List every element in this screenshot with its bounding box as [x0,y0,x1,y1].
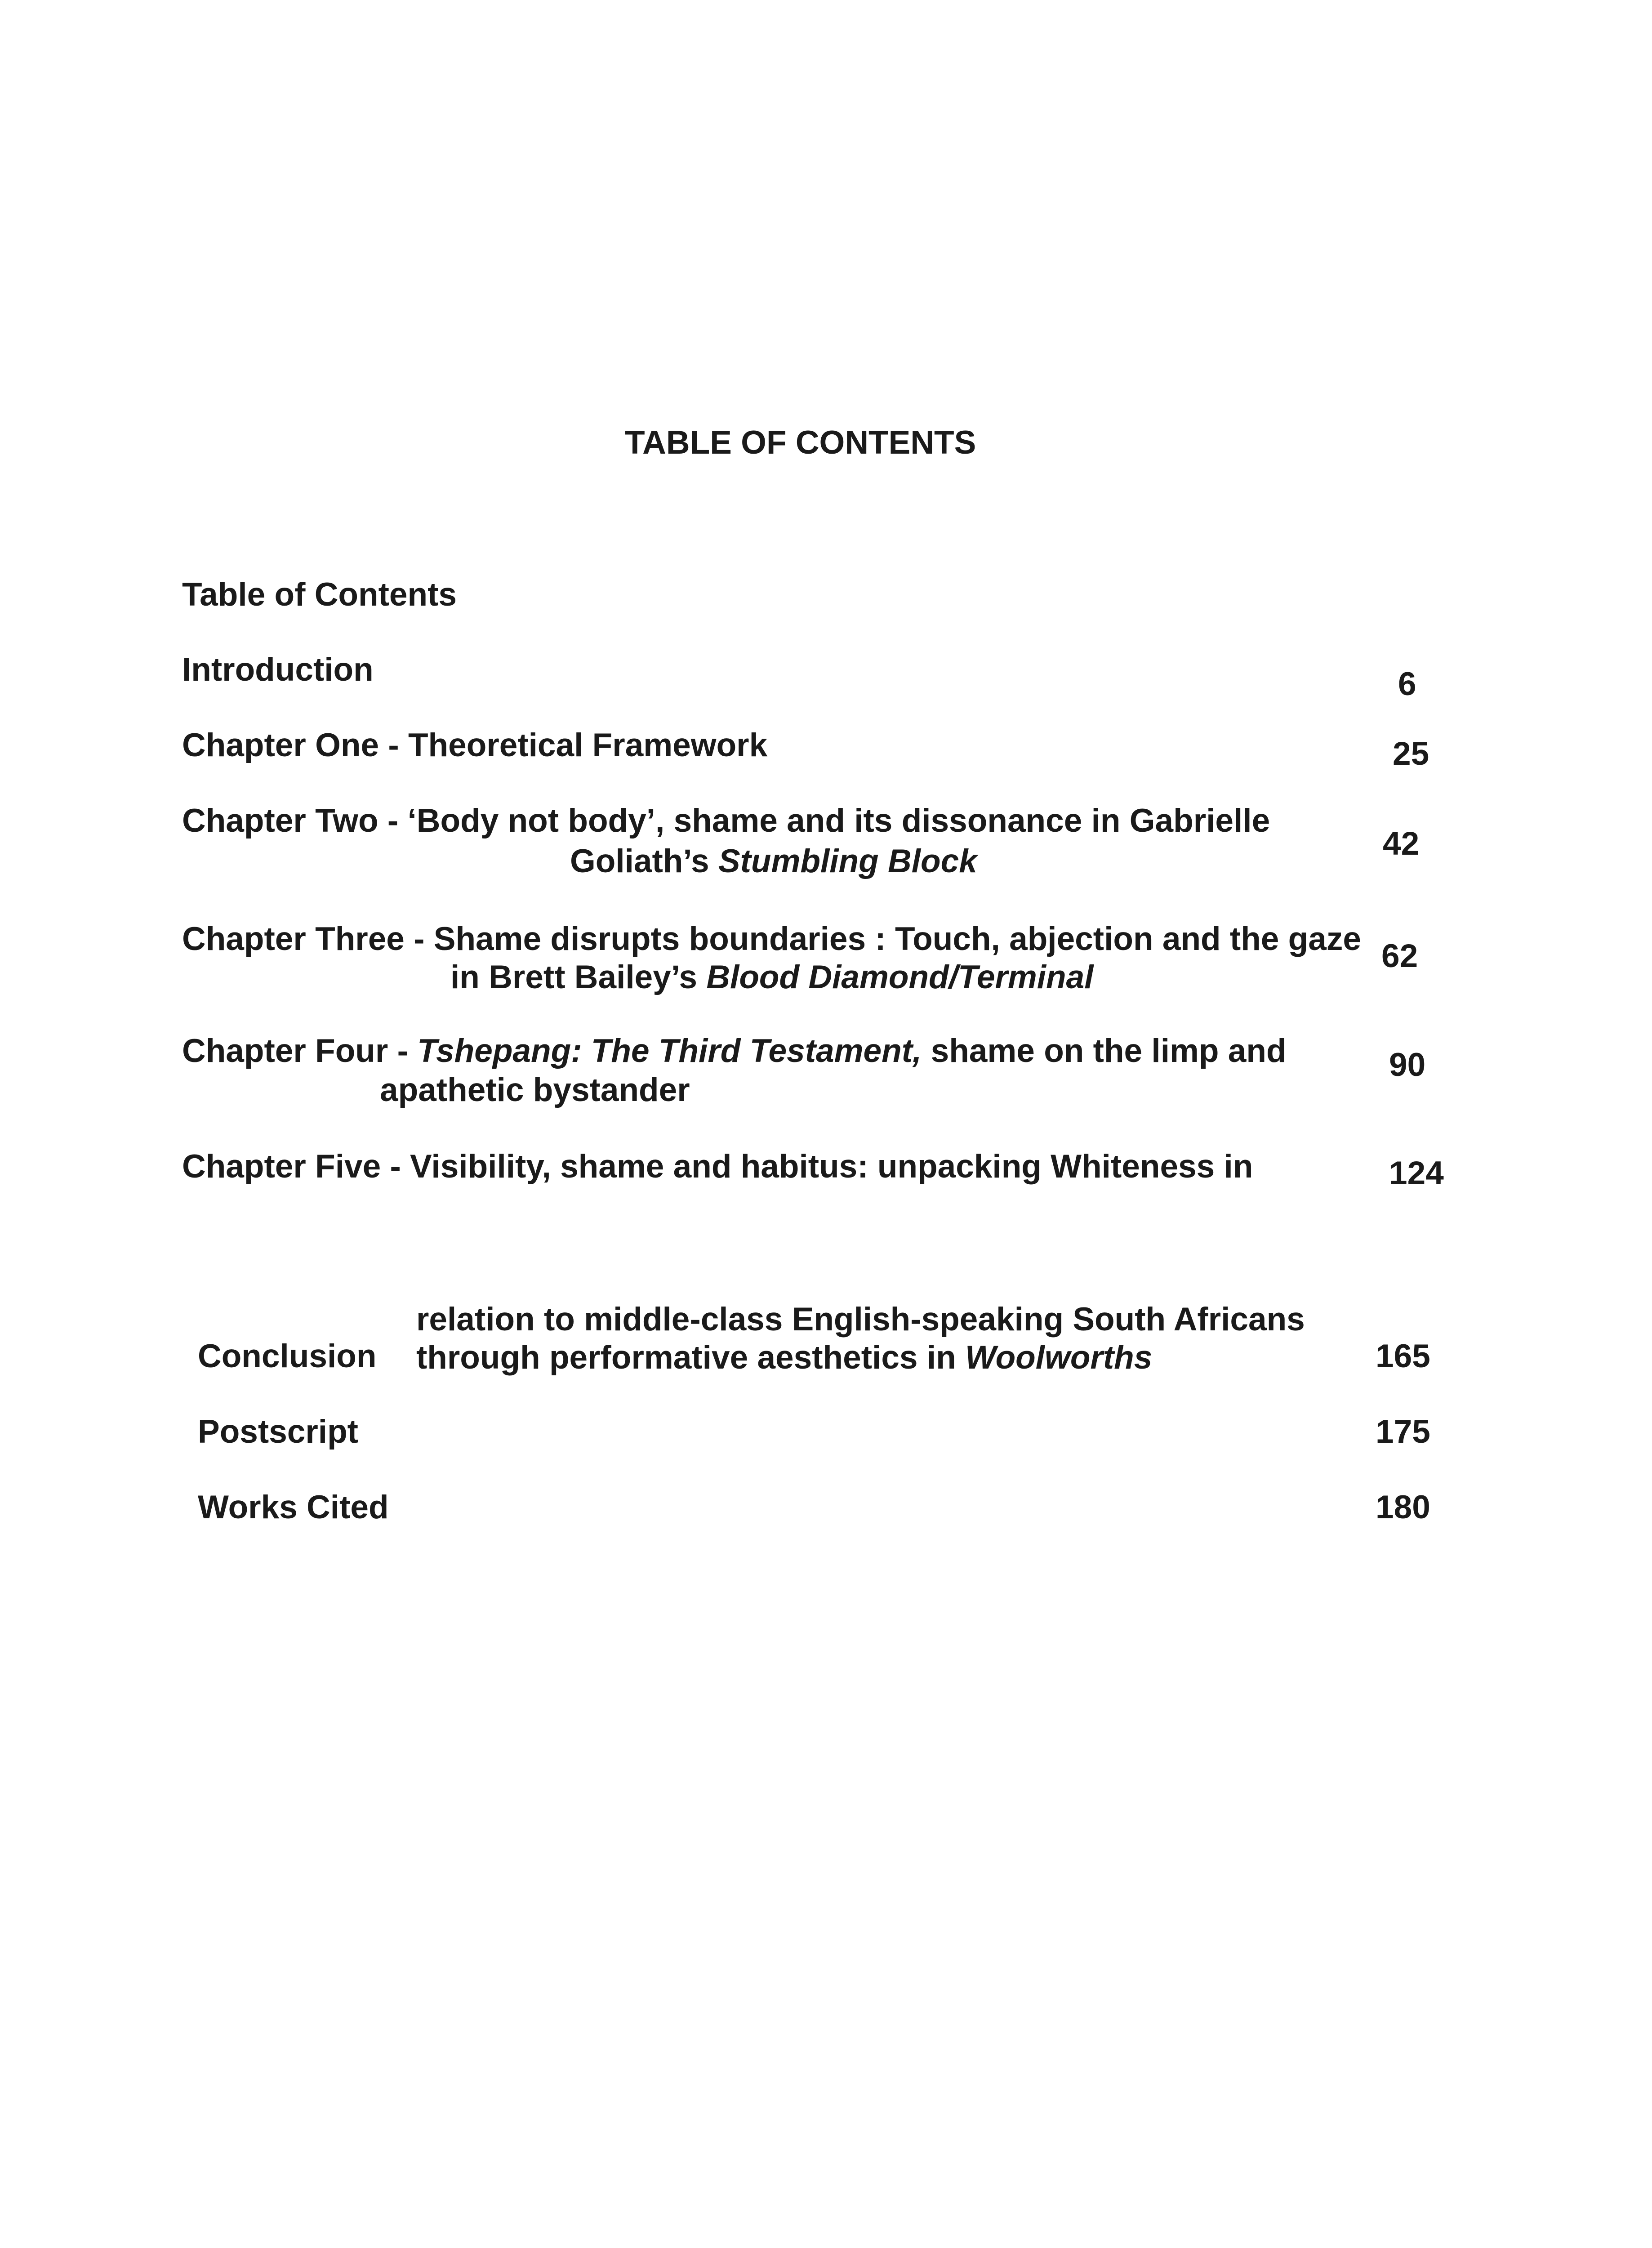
toc-entry-postscript: Postscript [198,1414,358,1450]
toc-page-chapter-four: 90 [1389,1047,1426,1083]
toc-page-introduction: 6 [1398,666,1416,702]
toc-entry-works-cited: Works Cited [198,1489,389,1525]
toc-entry-chapter-two-line1: Chapter Two - ‘Body not body’, shame and its dissonance in Gabrielle [182,803,1270,839]
toc-entry-chapter-three-line2: in Brett Bailey’s Blood Diamond/Terminal [450,959,1094,995]
toc-entry-chapter-three-line1: Chapter Three - Shame disrupts boundaries : Touch, abjection and the gaze [182,921,1361,957]
toc-entry-conclusion: Conclusion [198,1338,377,1374]
toc-entry-chapter-four-line1: Chapter Four - Tshepang: The Third Testament, shame on the limp and [182,1033,1287,1069]
toc-entry-chapter-five-line2: relation to middle-class English-speaking South Africans [416,1301,1305,1338]
toc-entry-table-of-contents: Table of Contents [182,576,457,613]
toc-page-postscript: 175 [1376,1414,1430,1450]
toc-page-chapter-two: 42 [1383,825,1420,862]
toc-entry-introduction: Introduction [182,651,374,688]
toc-entry-chapter-one: Chapter One - Theoretical Framework [182,727,768,763]
toc-entry-chapter-two-line2: Goliath’s Stumbling Block [570,843,977,879]
toc-entry-chapter-five-line1: Chapter Five - Visibility, shame and habitus: unpacking Whiteness in [182,1148,1253,1185]
toc-page-conclusion: 165 [1376,1338,1430,1374]
toc-page-chapter-one: 25 [1393,736,1429,772]
toc-entry-chapter-four-line2: apathetic bystander [380,1072,690,1108]
page-title: TABLE OF CONTENTS [625,424,976,461]
toc-page-chapter-five: 124 [1389,1155,1444,1191]
toc-entry-chapter-five-line3: through performative aesthetics in Woolworths [416,1339,1153,1376]
toc-page-chapter-three: 62 [1381,938,1418,974]
toc-page-works-cited: 180 [1376,1489,1430,1525]
